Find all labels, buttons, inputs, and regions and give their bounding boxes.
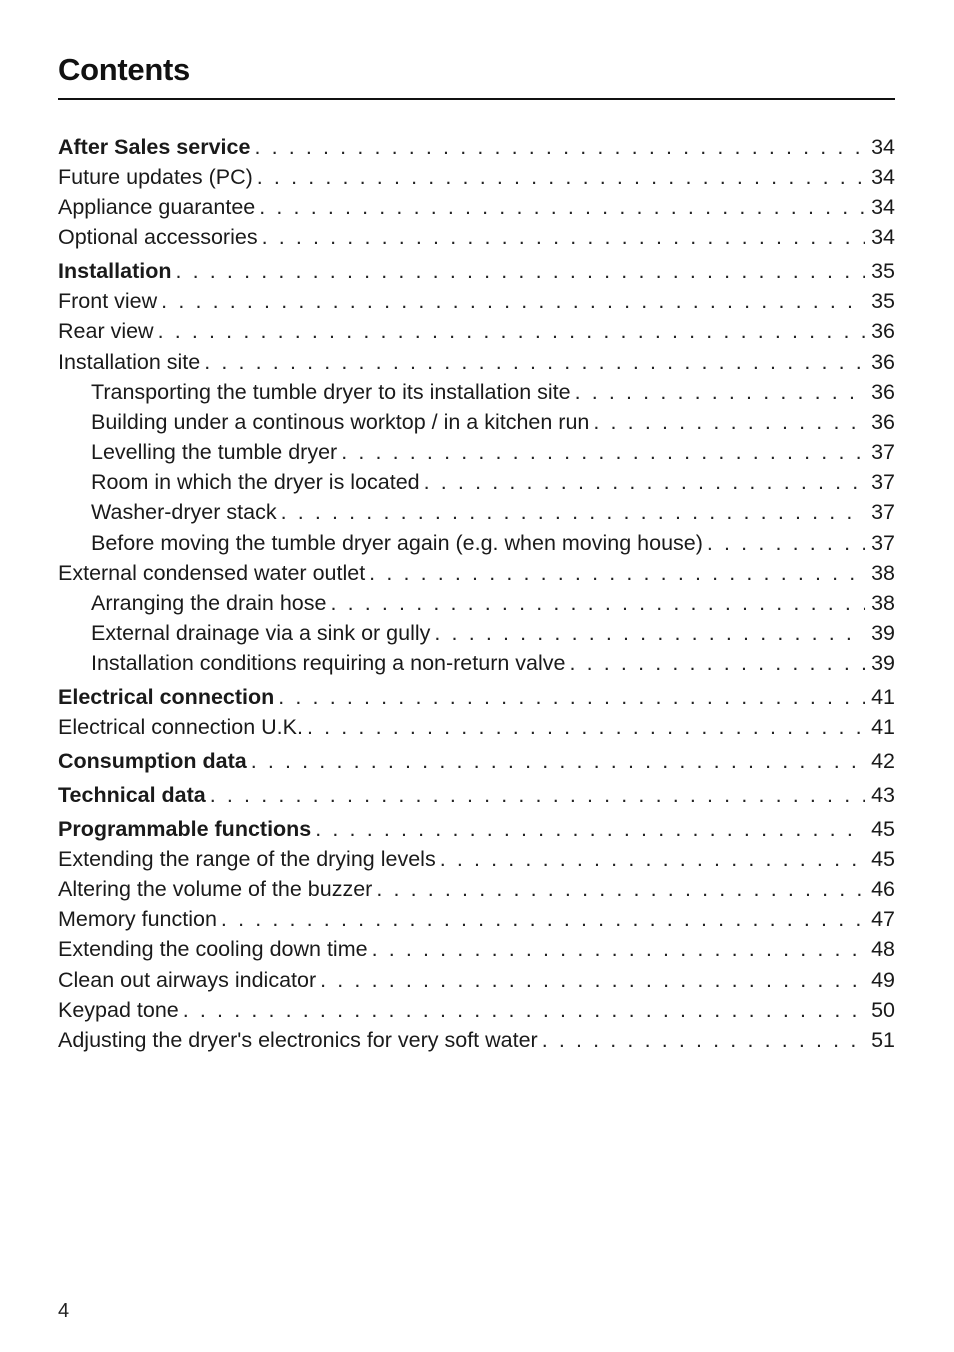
toc-dot-leader bbox=[424, 467, 865, 497]
toc-dot-leader bbox=[569, 648, 865, 678]
toc-dot-leader bbox=[320, 965, 865, 995]
toc-entry-page: 48 bbox=[871, 937, 895, 962]
toc-dot-leader bbox=[262, 222, 866, 252]
toc-entry-page: 39 bbox=[871, 651, 895, 676]
toc-dot-leader bbox=[372, 934, 866, 964]
toc-entry-label: Electrical connection U.K. bbox=[58, 715, 303, 740]
toc-entry-page: 45 bbox=[871, 816, 895, 841]
toc-entry-label: Memory function bbox=[58, 907, 217, 932]
toc-dot-leader bbox=[183, 995, 865, 1025]
toc-entry-page: 34 bbox=[871, 134, 895, 159]
toc-entry-label: Extending the cooling down time bbox=[58, 937, 368, 962]
toc-dot-leader bbox=[542, 1025, 865, 1055]
toc-entry[interactable] bbox=[58, 965, 895, 995]
toc-dot-leader bbox=[434, 618, 865, 648]
toc-entry-label: Keypad tone bbox=[58, 997, 179, 1022]
toc-dot-leader bbox=[175, 256, 865, 286]
table-of-contents bbox=[58, 128, 895, 1055]
toc-entry-page: 36 bbox=[871, 379, 895, 404]
toc-entry[interactable] bbox=[58, 995, 895, 1025]
toc-entry[interactable] bbox=[58, 497, 895, 527]
toc-entry-label: Installation conditions requiring a non-return valve bbox=[91, 651, 566, 676]
toc-entry-page: 36 bbox=[871, 319, 895, 344]
toc-entry-page: 35 bbox=[871, 258, 895, 283]
toc-dot-leader bbox=[158, 316, 865, 346]
toc-entry-page: 45 bbox=[871, 846, 895, 871]
toc-entry-page: 41 bbox=[871, 685, 895, 710]
toc-entry[interactable] bbox=[58, 316, 895, 346]
toc-dot-leader bbox=[221, 904, 865, 934]
toc-entry-label: Technical data bbox=[58, 782, 206, 807]
toc-entry[interactable] bbox=[58, 558, 895, 588]
toc-dot-leader bbox=[330, 588, 865, 618]
toc-dot-leader bbox=[593, 407, 865, 437]
toc-dot-leader bbox=[315, 814, 865, 844]
toc-entry[interactable] bbox=[58, 286, 895, 316]
toc-entry-page: 34 bbox=[871, 164, 895, 189]
toc-entry-page: 36 bbox=[871, 349, 895, 374]
page-title: Contents bbox=[58, 52, 190, 87]
toc-dot-leader bbox=[204, 347, 865, 377]
toc-entry[interactable] bbox=[58, 648, 895, 678]
toc-entry[interactable] bbox=[58, 934, 895, 964]
toc-entry-label: Programmable functions bbox=[58, 816, 312, 841]
toc-entry[interactable] bbox=[58, 588, 895, 618]
toc-entry[interactable] bbox=[58, 132, 895, 162]
toc-dot-leader bbox=[281, 497, 866, 527]
toc-entry-label: Altering the volume of the buzzer bbox=[58, 877, 373, 902]
toc-entry-label: After Sales service bbox=[58, 134, 251, 159]
toc-entry-page: 35 bbox=[871, 289, 895, 314]
toc-entry-page: 34 bbox=[871, 225, 895, 250]
toc-entry-label: Appliance guarantee bbox=[58, 194, 256, 219]
toc-entry-label: Clean out airways indicator bbox=[58, 967, 317, 992]
toc-entry-page: 37 bbox=[871, 440, 895, 465]
toc-entry[interactable] bbox=[58, 192, 895, 222]
toc-entry-label: Electrical connection bbox=[58, 685, 275, 710]
toc-dot-leader bbox=[278, 682, 865, 712]
page-number: 4 bbox=[58, 1300, 70, 1322]
toc-dot-leader bbox=[254, 132, 865, 162]
toc-entry-label: Front view bbox=[58, 289, 158, 314]
toc-entry-page: 36 bbox=[871, 409, 895, 434]
toc-dot-leader bbox=[307, 712, 865, 742]
toc-dot-leader bbox=[440, 844, 865, 874]
toc-entry-label: Transporting the tumble dryer to its installation site bbox=[91, 379, 571, 404]
toc-entry-page: 47 bbox=[871, 907, 895, 932]
toc-entry[interactable] bbox=[58, 1025, 895, 1055]
toc-entry-page: 49 bbox=[871, 967, 895, 992]
toc-entry-label: Rear view bbox=[58, 319, 154, 344]
toc-entry-page: 46 bbox=[871, 877, 895, 902]
toc-entry-label: Building under a continous worktop / in a kitchen run bbox=[91, 409, 590, 434]
toc-dot-leader bbox=[161, 286, 865, 316]
toc-dot-leader bbox=[376, 874, 865, 904]
toc-dot-leader bbox=[210, 780, 865, 810]
toc-entry-label: Consumption data bbox=[58, 749, 247, 774]
title-divider bbox=[58, 98, 895, 100]
toc-entry-label: Installation bbox=[58, 258, 172, 283]
toc-dot-leader bbox=[369, 558, 865, 588]
toc-entry-label: Adjusting the dryer's electronics for very soft water bbox=[58, 1028, 538, 1052]
toc-entry[interactable] bbox=[58, 682, 895, 712]
toc-dot-leader bbox=[259, 192, 865, 222]
toc-entry-page: 41 bbox=[871, 715, 895, 740]
toc-entry[interactable] bbox=[58, 347, 895, 377]
toc-entry[interactable] bbox=[58, 746, 895, 776]
toc-entry[interactable] bbox=[58, 844, 895, 874]
toc-entry[interactable] bbox=[58, 467, 895, 497]
toc-entry-label: Extending the range of the drying levels bbox=[58, 846, 436, 871]
toc-entry-label: Levelling the tumble dryer bbox=[91, 440, 338, 465]
toc-entry-page: 51 bbox=[871, 1028, 895, 1052]
toc-dot-leader bbox=[575, 377, 865, 407]
toc-entry-label: Before moving the tumble dryer again (e.g. when moving house) bbox=[91, 530, 703, 555]
toc-entry-page: 34 bbox=[871, 194, 895, 219]
toc-entry[interactable] bbox=[58, 162, 895, 192]
toc-dot-leader bbox=[257, 162, 865, 192]
toc-entry[interactable] bbox=[58, 528, 895, 558]
toc-entry-label: Future updates (PC) bbox=[58, 164, 253, 189]
toc-entry-page: 38 bbox=[871, 591, 895, 615]
toc-dot-leader bbox=[707, 528, 865, 558]
toc-entry-page: 43 bbox=[871, 782, 895, 807]
toc-entry[interactable] bbox=[58, 222, 895, 252]
toc-dot-leader bbox=[251, 746, 865, 776]
toc-entry[interactable] bbox=[58, 874, 895, 904]
toc-entry[interactable] bbox=[58, 904, 895, 934]
toc-entry-page: 37 bbox=[871, 500, 895, 525]
toc-entry-page: 50 bbox=[871, 997, 895, 1022]
toc-entry[interactable] bbox=[58, 780, 895, 810]
toc-entry-label: Installation site bbox=[58, 349, 201, 374]
toc-entry-label: External condensed water outlet bbox=[58, 560, 366, 585]
toc-entry-page: 37 bbox=[871, 470, 895, 495]
toc-entry-label: Washer-dryer stack bbox=[91, 500, 277, 525]
toc-entry[interactable] bbox=[58, 618, 895, 648]
toc-entry-label: Optional accessories bbox=[58, 225, 258, 250]
toc-entry[interactable] bbox=[58, 437, 895, 467]
toc-entry[interactable] bbox=[58, 814, 895, 844]
toc-entry-page: 37 bbox=[871, 530, 895, 555]
toc-entry[interactable] bbox=[58, 712, 895, 742]
toc-entry[interactable] bbox=[58, 407, 895, 437]
toc-entry-label: Room in which the dryer is located bbox=[91, 470, 420, 495]
toc-entry-page: 42 bbox=[871, 749, 895, 774]
toc-entry[interactable] bbox=[58, 256, 895, 286]
toc-entry-page: 38 bbox=[871, 560, 895, 585]
toc-entry-label: External drainage via a sink or gully bbox=[91, 621, 431, 646]
toc-entry-page: 39 bbox=[871, 621, 895, 646]
toc-entry[interactable] bbox=[58, 377, 895, 407]
toc-entry-label: Arranging the drain hose bbox=[91, 591, 327, 615]
toc-dot-leader bbox=[341, 437, 865, 467]
